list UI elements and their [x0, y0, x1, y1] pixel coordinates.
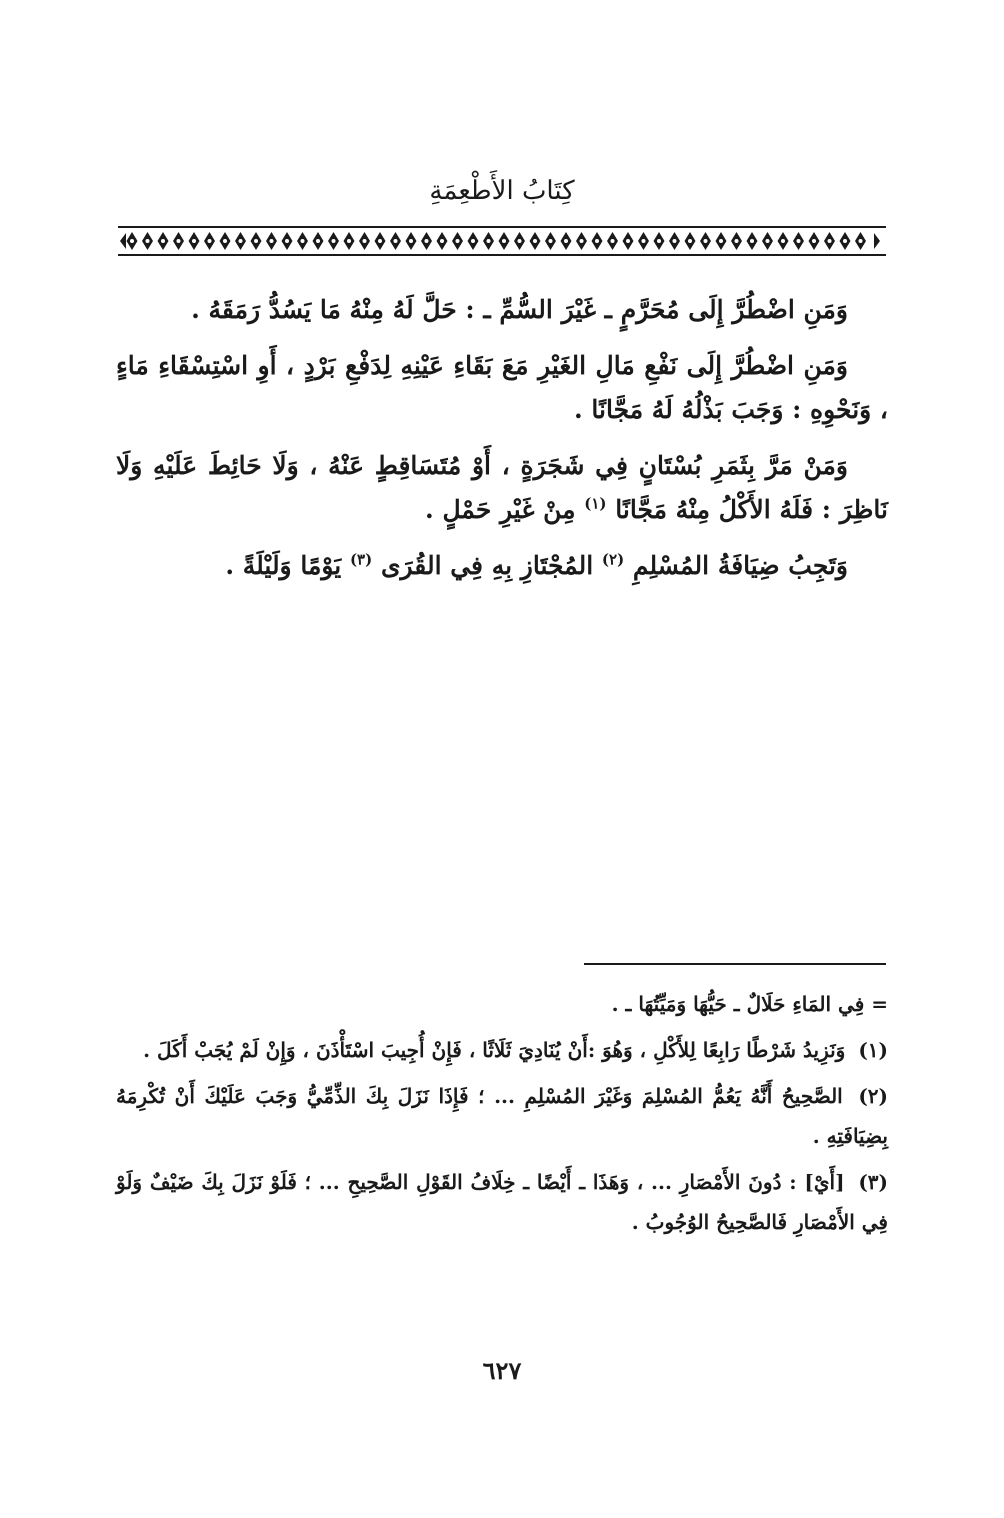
- footnotes: [116, 984, 888, 1248]
- ornament-motif-icon: [545, 232, 556, 250]
- ornament-motif-icon: [778, 232, 789, 250]
- footnote-3-text: [أَيْ] : دُونَ الأَمْصَارِ ... ، وَهَذَا ـ أَيْضًا ـ خِلَافُ القَوْلِ الصَّحِيحِ ... ؛ فَلَوْ نَزَلَ بِكَ ضَيْفٌ وَلَوْ فِي الأَمْصَارِ فَالصَّحِيحُ الوُجُوبُ .: [116, 1170, 888, 1234]
- ornament-motif-icon: [266, 232, 277, 250]
- main-text: [116, 288, 888, 600]
- ornament-motif-icon: [561, 232, 572, 250]
- ornament-motif-icon: [700, 232, 711, 250]
- ornament-pattern-icon: [118, 228, 882, 254]
- ornament-motif-icon: [654, 232, 665, 250]
- ornament-motif-icon: [437, 232, 448, 250]
- ornament-motif-icon: [855, 232, 866, 250]
- ornament-motif-icon: [747, 232, 758, 250]
- footnote-2-text: الصَّحِيحُ أَنَّهُ يَعُمُّ المُسْلِمَ وَغَيْرَ المُسْلِمِ ... ؛ فَإِذَا نَزَلَ بِكَ الذِّمِّيُّ وَجَبَ عَلَيْكَ أَنْ تُكْرِمَهُ بِضِيَافَتِهِ .: [116, 1084, 888, 1148]
- footnote-1-number: (١): [858, 1038, 888, 1062]
- ornament-motif-icon: [189, 232, 200, 250]
- footnote-ref-1: (١): [584, 494, 607, 513]
- paragraph-1: [116, 288, 888, 332]
- ornament-motif-icon: [328, 232, 339, 250]
- ornament-motif-icon: [716, 232, 727, 250]
- ornament-motif-icon: [313, 232, 324, 250]
- footnote-2: [116, 1076, 888, 1156]
- ornament-motif-icon: [840, 232, 851, 250]
- footnote-divider: [584, 963, 886, 965]
- paragraph-3-text-after: مِنْ غَيْرِ حَمْلٍ .: [425, 495, 576, 524]
- paragraph-1-text: وَمَنِ اضْطُرَّ إِلَى مُحَرَّمٍ ـ غَيْرَ السُّمِّ ـ : حَلَّ لَهُ مِنْهُ مَا يَسُدُّ رَمَقَهُ .: [191, 295, 848, 324]
- ornament-motif-icon: [406, 232, 417, 250]
- ornament-motif-icon: [824, 232, 835, 250]
- paragraph-2-text: وَمَنِ اضْطُرَّ إِلَى نَفْعِ مَالِ الغَيْرِ مَعَ بَقَاءِ عَيْنِهِ لِدَفْعِ بَرْدٍ ، أَوِ اسْتِسْقَاءِ مَاءٍ ، وَنَحْوِهِ : وَجَبَ بَذْلُهُ لَهُ مَجَّانًا .: [116, 351, 888, 424]
- ornament-motif-icon: [127, 232, 138, 250]
- paragraph-2: [116, 344, 888, 432]
- footnote-2-number: (٢): [858, 1084, 888, 1108]
- ornament-motif-icon: [514, 232, 525, 250]
- ornament-motif-icon: [592, 232, 603, 250]
- ornament-band: [118, 226, 886, 256]
- ornament-motif-icon: [359, 232, 370, 250]
- footnote-ref-2: (٢): [601, 550, 625, 569]
- ornament-motif-icon: [483, 232, 494, 250]
- ornament-motif-icon: [468, 232, 479, 250]
- ornament-motif-icon: [282, 232, 293, 250]
- ornament-motif-icon: [576, 232, 587, 250]
- ornament-end-cap-icon: [874, 233, 880, 249]
- page-header-title: كِتَابُ الأَطْعِمَةِ: [429, 176, 575, 206]
- footnote-3-number: (٣): [858, 1170, 888, 1194]
- page-number: ٦٢٧: [482, 1356, 522, 1385]
- ornament-motif-icon: [344, 232, 355, 250]
- ornament-motif-icon: [623, 232, 634, 250]
- paragraph-3: [116, 444, 888, 532]
- ornament-motif-icon: [762, 232, 773, 250]
- ornament-motif-icon: [158, 232, 169, 250]
- ornament-end-cap-icon: [120, 233, 126, 249]
- ornament-motif-icon: [452, 232, 463, 250]
- ornament-motif-icon: [530, 232, 541, 250]
- ornament-motif-icon: [499, 232, 510, 250]
- footnote-1-text: وَنَزِيدُ شَرْطًا رَابِعًا لِلأَكْلِ ، وَهُوَ :أَنْ يُنَادِيَ ثَلَاثًا ، فَإِنْ أُجِيبَ اسْتَأْذَنَ ، وَإِنْ لَمْ يُجَبْ أَكَلَ .: [143, 1038, 846, 1062]
- ornament-motif-icon: [251, 232, 262, 250]
- paragraph-4-text-before: وَتَجِبُ ضِيَافَةُ المُسْلِمِ: [632, 551, 848, 580]
- ornament-motif-icon: [375, 232, 386, 250]
- paragraph-3-text-before: وَمَنْ مَرَّ بِثَمَرِ بُسْتَانٍ فِي شَجَرَةٍ ، أَوْ مُتَسَاقِطٍ عَنْهُ ، وَلَا حَائِطَ عَلَيْهِ وَلَا نَاظِرَ : فَلَهُ الأَكْلُ مِنْهُ مَجَّانًا: [116, 451, 888, 524]
- ornament-motif-icon: [638, 232, 649, 250]
- ornament-motif-icon: [685, 232, 696, 250]
- ornament-motif-icon: [390, 232, 401, 250]
- ornament-motif-icon: [235, 232, 246, 250]
- ornament-motif-icon: [809, 232, 820, 250]
- ornament-motif-icon: [142, 232, 153, 250]
- paragraph-4-text-middle: المُجْتَازِ بِهِ فِي القُرَى: [380, 551, 594, 580]
- ornament-motif-icon: [173, 232, 184, 250]
- footnote-1: [116, 1030, 888, 1070]
- ornament-motif-icon: [669, 232, 680, 250]
- ornament-motif-icon: [793, 232, 804, 250]
- ornament-motif-icon: [421, 232, 432, 250]
- ornament-motif-icon: [220, 232, 231, 250]
- footnote-continuation: = فِي المَاءِ حَلَالٌ ـ حَيُّهَا وَمَيِّتُهَا ـ .: [611, 992, 888, 1016]
- ornament-motif-icon: [297, 232, 308, 250]
- footnote-3: [116, 1162, 888, 1242]
- paragraph-4: [116, 544, 888, 588]
- paragraph-4-text-after: يَوْمًا وَلَيْلَةً .: [225, 551, 342, 580]
- ornament-motif-icon: [204, 232, 215, 250]
- footnote-ref-3: (٣): [349, 550, 373, 569]
- ornament-motif-icon: [607, 232, 618, 250]
- ornament-motif-icon: [731, 232, 742, 250]
